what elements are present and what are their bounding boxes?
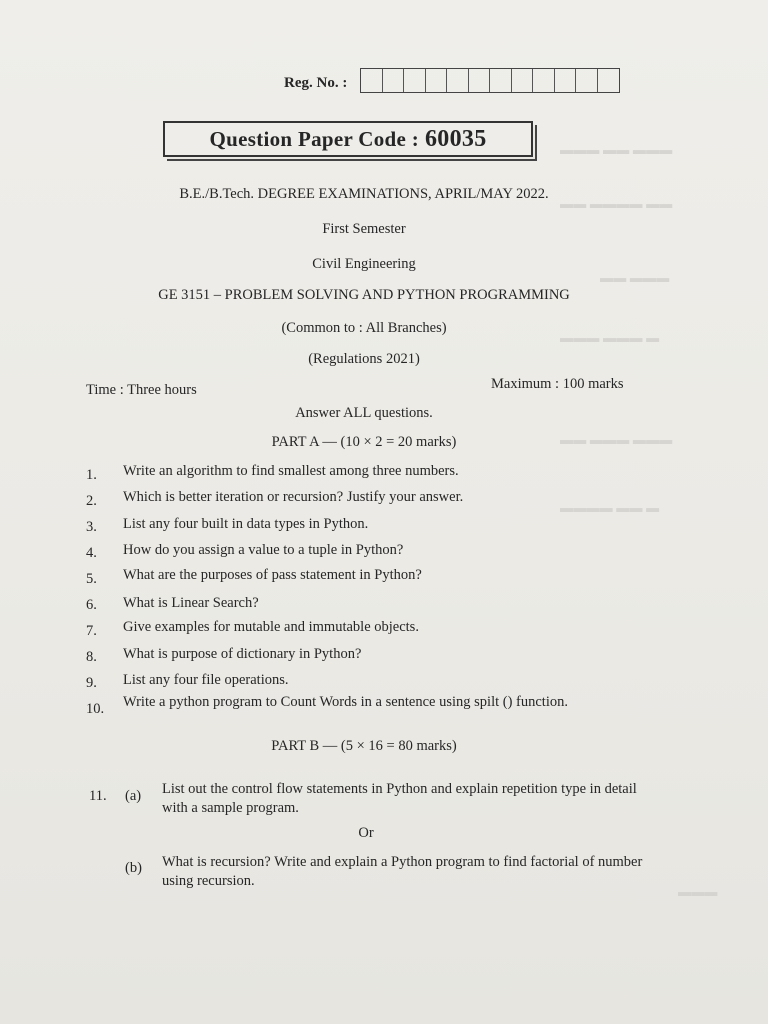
question-text: What is Linear Search? — [123, 595, 259, 611]
question-number: 6. — [86, 597, 97, 613]
question-number: 5. — [86, 571, 97, 587]
regulations: (Regulations 2021) — [308, 351, 420, 367]
reg-no-digit-box — [512, 69, 534, 92]
question-text: Write a python program to Count Words in a sentence using spilt () function. — [123, 694, 568, 710]
question-number: 4. — [86, 545, 97, 561]
reg-no-digit-box — [576, 69, 598, 92]
show-through-text: ▬▬ ▬▬▬ — [600, 270, 670, 285]
question-text: Write an algorithm to find smallest among three numbers. — [123, 463, 459, 479]
part-b-heading: PART B — (5 × 16 = 80 marks) — [271, 738, 457, 754]
sub-question-label: (a) — [125, 788, 142, 804]
sub-question-label: (b) — [125, 860, 142, 876]
question-11a-text: List out the control flow statements in Python and explain repetition type in detail with a sample program. — [162, 781, 637, 816]
reg-no-boxes — [360, 68, 620, 93]
question-paper-code-label: Question Paper Code : — [209, 126, 419, 151]
exam-title: B.E./B.Tech. DEGREE EXAMINATIONS, APRIL/MAY 2022. — [179, 186, 549, 202]
reg-no-digit-box — [598, 69, 620, 92]
question-text: Give examples for mutable and immutable objects. — [123, 619, 419, 635]
reg-no-digit-box — [383, 69, 405, 92]
reg-no-digit-box — [361, 69, 383, 92]
reg-no-digit-box — [426, 69, 448, 92]
show-through-text: ▬▬ ▬▬▬▬ ▬▬ — [560, 196, 673, 211]
reg-no-digit-box — [490, 69, 512, 92]
reg-no-digit-box — [447, 69, 469, 92]
course-title: GE 3151 – PROBLEM SOLVING AND PYTHON PROGRAMMING — [158, 287, 570, 303]
question-text: List any four file operations. — [123, 672, 289, 688]
question-number: 2. — [86, 493, 97, 509]
question-number: 9. — [86, 675, 97, 691]
question-paper-code-number: 60035 — [425, 125, 487, 152]
question-number: 8. — [86, 649, 97, 665]
question-11b-text: What is recursion? Write and explain a Python program to find factorial of number using recursion. — [162, 854, 643, 889]
reg-no-digit-box — [404, 69, 426, 92]
question-number: 11. — [89, 788, 107, 804]
show-through-text: ▬▬▬ ▬▬▬ ▬ — [560, 330, 660, 345]
show-through-text: ▬▬▬ ▬▬ ▬▬▬ — [560, 142, 673, 157]
question-number: 1. — [86, 467, 97, 483]
reg-no-digit-box — [469, 69, 491, 92]
show-through-text: ▬▬▬▬ ▬▬ ▬ — [560, 500, 660, 515]
question-paper-code-box — [163, 121, 533, 157]
question-text: How do you assign a value to a tuple in Python? — [123, 542, 404, 558]
question-number: 7. — [86, 623, 97, 639]
reg-no-digit-box — [533, 69, 555, 92]
or-separator: Or — [358, 825, 374, 841]
question-text: Which is better iteration or recursion? Justify your answer. — [123, 489, 464, 505]
semester: First Semester — [322, 221, 406, 237]
question-text: What are the purposes of pass statement in Python? — [123, 567, 422, 583]
maximum-marks: Maximum : 100 marks — [491, 376, 624, 392]
question-text: What is purpose of dictionary in Python? — [123, 646, 362, 662]
instruction: Answer ALL questions. — [295, 405, 433, 421]
common-to: (Common to : All Branches) — [281, 320, 447, 336]
reg-no-label: Reg. No. : — [284, 75, 348, 91]
show-through-text: ▬▬▬ — [678, 884, 718, 899]
reg-no-digit-box — [555, 69, 577, 92]
question-number: 10. — [86, 701, 105, 717]
question-number: 3. — [86, 519, 97, 535]
question-text: List any four built in data types in Python. — [123, 516, 369, 532]
show-through-text: ▬▬ ▬▬▬ ▬▬▬ — [560, 432, 673, 447]
time-allowed: Time : Three hours — [86, 382, 197, 398]
department: Civil Engineering — [312, 256, 416, 272]
part-a-heading: PART A — (10 × 2 = 20 marks) — [271, 434, 457, 450]
